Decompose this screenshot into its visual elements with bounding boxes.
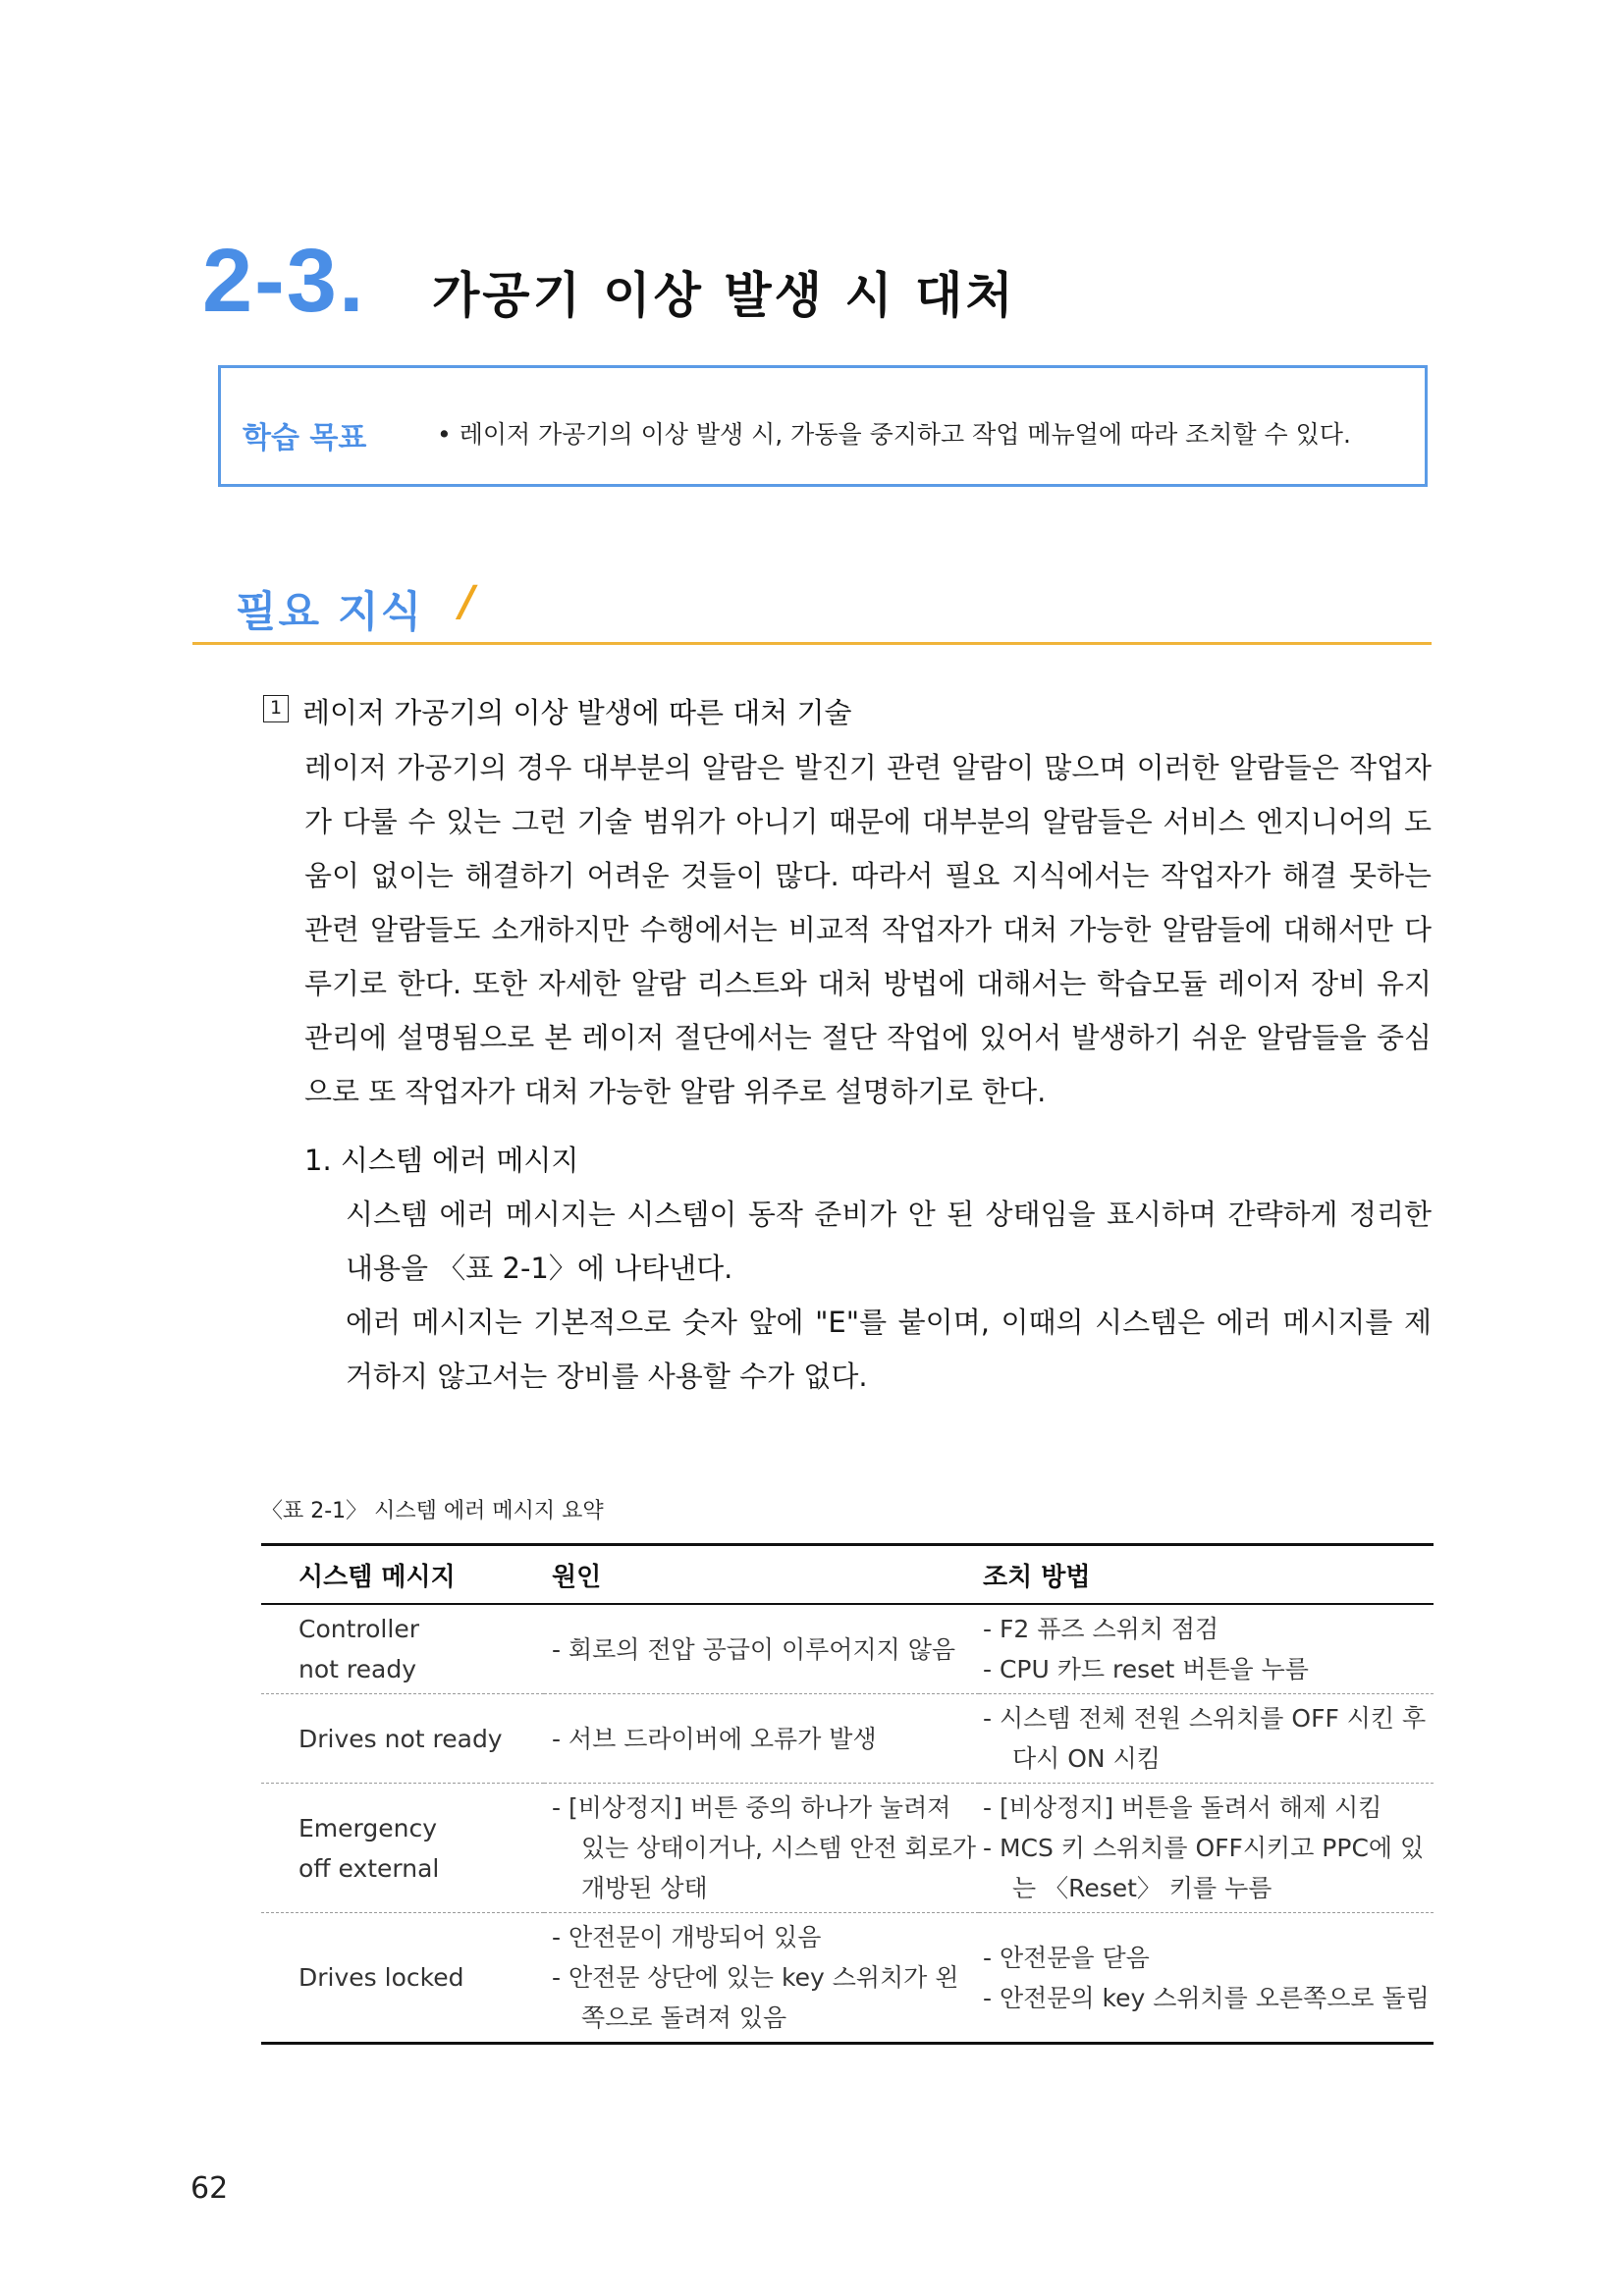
required-knowledge-rule — [192, 642, 1432, 645]
table-cell-line: not ready — [298, 1655, 416, 1683]
table-cell-line: - 안전문이 개방되어 있음 — [552, 1923, 822, 1951]
table-cell-action — [979, 1784, 1434, 1913]
table-cell-cause — [544, 1913, 979, 2044]
item-number-box: 1 — [263, 695, 289, 722]
table-header-action: 조치 방법 — [979, 1545, 1434, 1605]
sub-heading: 1. 시스템 에러 메시지 — [304, 1144, 579, 1177]
table-cell-line: Emergency — [298, 1813, 438, 1842]
table-cell-action — [979, 1694, 1434, 1784]
table-cell-line: off external — [298, 1853, 440, 1883]
section-number: 2-3. — [202, 231, 366, 331]
table-body — [261, 1604, 1434, 2044]
table-cell-line: - 서브 드라이버에 오류가 발생 — [552, 1724, 877, 1753]
table-cell-line: Controller — [298, 1615, 419, 1643]
item-heading: 레이저 가공기의 이상 발생에 따른 대처 기술 — [302, 696, 852, 729]
table-cell-cause — [544, 1784, 979, 1913]
table-cell-line: - 시스템 전체 전원 스위치를 OFF 시킨 후 다시 ON 시킴 — [983, 1704, 1427, 1773]
table-cell-line: - 회로의 전압 공급이 이루어지지 않음 — [552, 1634, 956, 1664]
table-cell-cause — [544, 1694, 979, 1784]
learning-objective-label: 학습 목표 — [243, 421, 367, 455]
table-cell-action — [979, 1913, 1434, 2044]
table-caption: 〈표 2-1〉 시스템 에러 메시지 요약 — [261, 1499, 604, 1523]
table-cell-line: - MCS 키 스위치를 OFF시키고 PPC에 있는 〈Reset〉 키를 누름 — [983, 1834, 1425, 1902]
table-cell-cause — [544, 1604, 979, 1694]
page-number: 62 — [190, 2171, 229, 2206]
error-message-table — [261, 1543, 1434, 2045]
table-cell-line: Drives locked — [298, 1963, 464, 1992]
table-row — [261, 1913, 1434, 2044]
table-cell-line: Drives not ready — [298, 1724, 503, 1753]
table-cell-message — [261, 1784, 544, 1913]
table-header-cause: 원인 — [544, 1545, 979, 1605]
table-row — [261, 1784, 1434, 1913]
section-title: 가공기 이상 발생 시 대처 — [432, 267, 1016, 324]
required-knowledge-title: 필요 지식 — [236, 588, 424, 637]
table-cell-line: - 안전문의 key 스위치를 오른쪽으로 돌림 — [983, 1983, 1430, 2012]
table-cell-message — [261, 1913, 544, 2044]
table-header-message: 시스템 메시지 — [261, 1545, 544, 1605]
table-cell-line: - CPU 카드 reset 버튼을 누름 — [983, 1655, 1309, 1683]
required-knowledge-slash: / — [460, 577, 475, 626]
table-cell-line: - 안전문 상단에 있는 key 스위치가 왼쪽으로 돌려져 있음 — [552, 1963, 959, 2032]
table-header-row — [261, 1545, 1434, 1605]
table-cell-line: - 안전문을 닫음 — [983, 1943, 1150, 1972]
table-cell-line: - [비상정지] 버튼을 돌려서 해제 시킴 — [983, 1793, 1382, 1822]
table-row — [261, 1694, 1434, 1784]
table-cell-message — [261, 1604, 544, 1694]
body-paragraph: 레이저 가공기의 경우 대부분의 알람은 발진기 관련 알람이 많으며 이러한 알람들은 작업자가 다룰 수 있는 그런 기술 범위가 아니기 때문에 대부분의 알람들은 서비스 엔지니어의 도움이 없이는 해결하기 어려운 것들이 많다. 따라서 필요 지식에서는 작업자가 해결 못하는 관련 알람들도 소개하지만 수행에서는 비교적 작업자가 대처 가능한 알람들에 대해서만 다루기로 한다. 또한 자세한 알람 리스트와 대처 방법에 대해서는 학습모듈 레이저 장비 유지 관리에 설명됨으로 본 레이저 절단에서는 절단 작업에 있어서 발생하기 쉬운 알람들을 중심으로 또 작업자가 대처 가능한 알람 위주로 설명하기로 한다. — [304, 751, 1432, 1108]
table-cell-line: - F2 퓨즈 스위치 점검 — [983, 1615, 1219, 1643]
sub-paragraph: 시스템 에러 메시지는 시스템이 동작 준비가 안 된 상태임을 표시하며 간략하게 정리한 내용을 〈표 2-1〉에 나타낸다. — [346, 1198, 1432, 1285]
learning-objective-text: • 레이저 가공기의 이상 발생 시, 가동을 중지하고 작업 메뉴얼에 따라 조치할 수 있다. — [437, 420, 1351, 449]
table-cell-action — [979, 1604, 1434, 1694]
table-cell-line: - [비상정지] 버튼 중의 하나가 눌려져 있는 상태이거나, 시스템 안전 회로가 개방된 상태 — [552, 1793, 976, 1902]
table-row — [261, 1604, 1434, 1694]
learning-objective-box — [218, 365, 1428, 487]
table-cell-message — [261, 1694, 544, 1784]
sub-paragraph: 에러 메시지는 기본적으로 숫자 앞에 "E"를 붙이며, 이때의 시스템은 에러 메시지를 제거하지 않고서는 장비를 사용할 수가 없다. — [346, 1306, 1432, 1393]
